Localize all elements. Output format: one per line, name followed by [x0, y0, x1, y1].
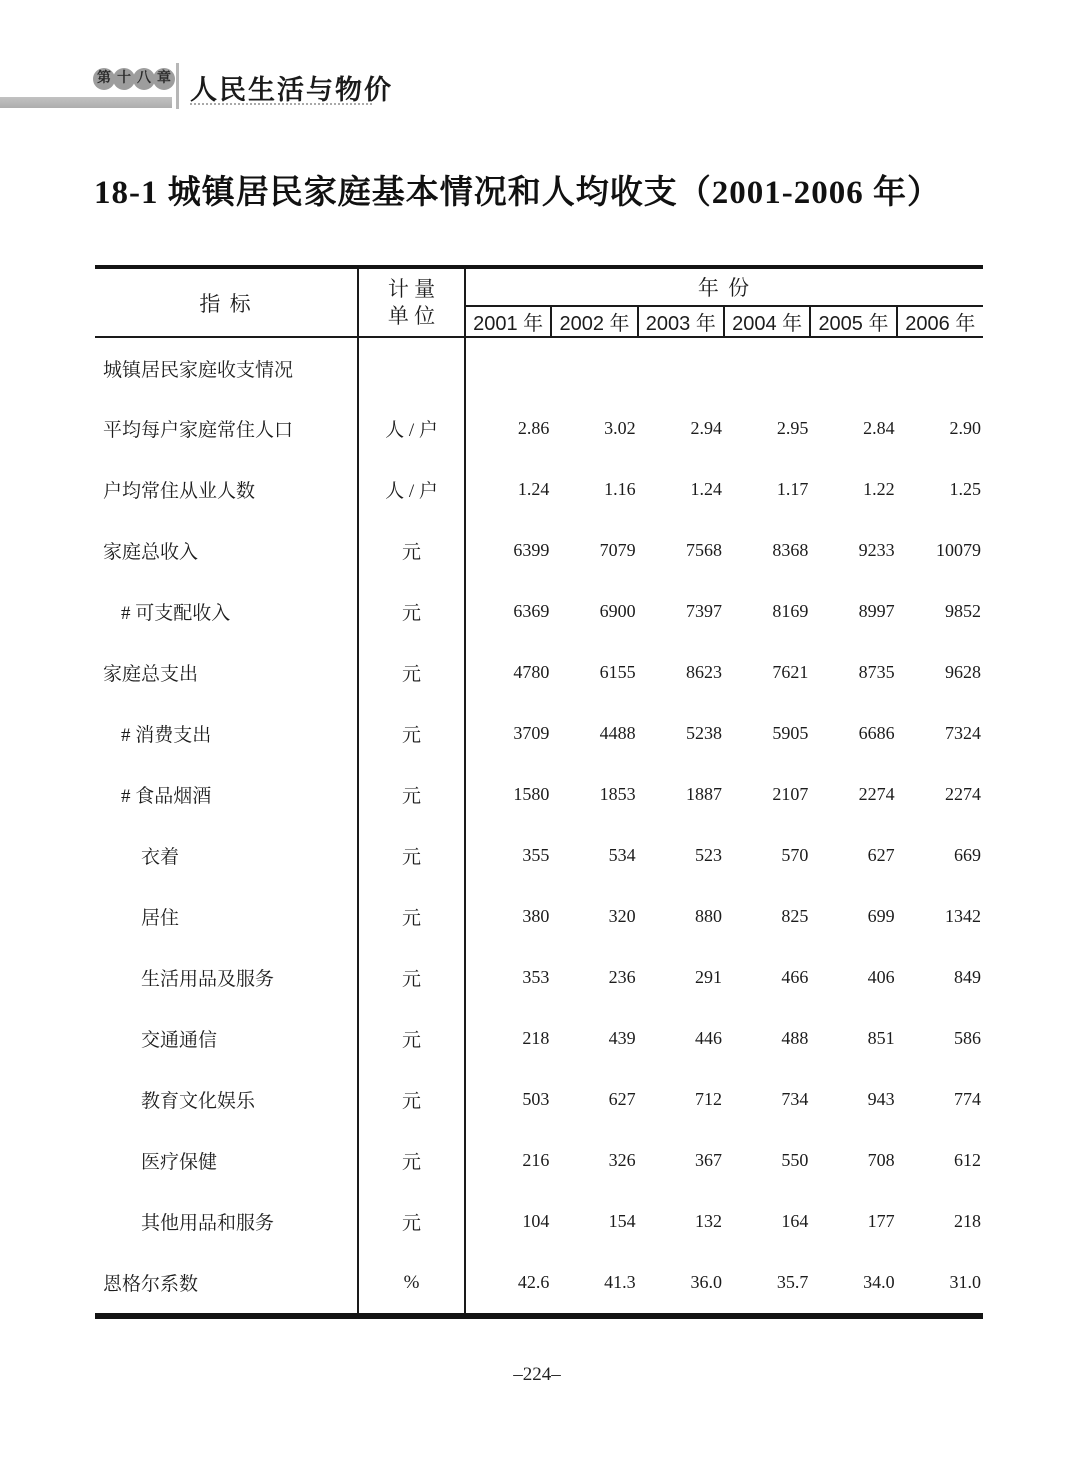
table-row — [95, 1069, 983, 1130]
table-row — [95, 337, 983, 398]
year-group-header: 年 份 — [465, 269, 983, 306]
table-body — [95, 337, 983, 1313]
row-unit: 元 — [358, 642, 465, 703]
row-value: 5905 — [772, 723, 809, 743]
row-value: 880 — [694, 906, 722, 926]
chapter-badge-char: 十 — [113, 68, 135, 90]
row-value: 570 — [781, 845, 809, 865]
row-value: 943 — [867, 1089, 895, 1109]
row-value: 708 — [867, 1150, 895, 1170]
row-value: 488 — [781, 1028, 809, 1048]
row-indicator-label: 家庭总支出 — [103, 664, 199, 685]
year-column-header: 2006 年 — [897, 306, 983, 337]
row-value: 1580 — [513, 784, 550, 804]
row-value: 851 — [867, 1028, 895, 1048]
row-value: 2274 — [858, 784, 895, 804]
year-column-header: 2002 年 — [551, 306, 637, 337]
row-value: 550 — [781, 1150, 809, 1170]
statistics-table-wrap — [95, 265, 983, 1319]
row-indicator-label: # 消费支出 — [121, 725, 212, 746]
table-row — [95, 1008, 983, 1069]
row-value: 326 — [608, 1150, 636, 1170]
row-indicator-label: 平均每户家庭常住人口 — [103, 420, 294, 441]
header-gray-bar — [0, 97, 172, 108]
row-indicator-label: 医疗保健 — [141, 1152, 218, 1173]
table-row — [95, 1191, 983, 1252]
year-column-header: 2001 年 — [465, 306, 551, 337]
row-indicator-label: # 可支配收入 — [121, 603, 231, 624]
row-value: 1.25 — [949, 479, 982, 499]
row-indicator-label: 交通通信 — [141, 1030, 218, 1051]
row-value: 7079 — [599, 540, 636, 560]
row-value: 2107 — [772, 784, 809, 804]
row-value: 31.0 — [949, 1272, 982, 1292]
row-value: 439 — [608, 1028, 636, 1048]
table-title: 18-1 城镇居民家庭基本情况和人均收支（2001-2006 年） — [94, 175, 941, 211]
row-value: 4488 — [599, 723, 636, 743]
row-value: 446 — [694, 1028, 722, 1048]
row-unit: 元 — [358, 1130, 465, 1191]
row-value: 1887 — [685, 784, 722, 804]
row-value: 34.0 — [863, 1272, 895, 1292]
row-value: 1853 — [599, 784, 636, 804]
row-value: 7568 — [685, 540, 722, 560]
row-value: 712 — [694, 1089, 722, 1109]
row-value: 216 — [522, 1150, 550, 1170]
row-value: 7324 — [945, 723, 982, 743]
row-value: 466 — [781, 967, 809, 987]
row-value: 825 — [781, 906, 809, 926]
row-value: 669 — [954, 845, 982, 865]
row-value: 503 — [522, 1089, 550, 1109]
row-indicator-label: 衣着 — [141, 847, 180, 868]
row-unit: % — [358, 1252, 465, 1313]
row-unit: 元 — [358, 825, 465, 886]
row-value: 367 — [694, 1150, 722, 1170]
indicator-column-header: 指 标 — [95, 269, 358, 337]
row-indicator-label: 城镇居民家庭收支情况 — [103, 359, 294, 381]
table-row — [95, 1130, 983, 1191]
row-unit: 元 — [358, 1069, 465, 1130]
row-value: 9628 — [945, 662, 982, 682]
row-value — [551, 337, 637, 398]
chapter-title-underline — [190, 103, 372, 105]
row-value: 6399 — [513, 540, 550, 560]
row-value: 8997 — [858, 601, 895, 621]
row-value: 8169 — [772, 601, 809, 621]
row-value: 5238 — [685, 723, 722, 743]
row-indicator-label: # 食品烟酒 — [121, 786, 212, 807]
row-value: 2.84 — [863, 418, 895, 438]
row-indicator-label: 其他用品和服务 — [141, 1213, 275, 1234]
row-value: 236 — [608, 967, 636, 987]
row-value: 7621 — [772, 662, 809, 682]
row-unit — [358, 337, 465, 398]
table-row — [95, 1252, 983, 1313]
chapter-badge — [93, 68, 173, 90]
table-row — [95, 398, 983, 459]
row-value: 2.86 — [517, 418, 550, 438]
row-value: 41.3 — [604, 1272, 636, 1292]
statistics-table — [95, 269, 983, 1313]
row-value: 9233 — [858, 540, 895, 560]
row-value: 734 — [781, 1089, 809, 1109]
table-row — [95, 520, 983, 581]
row-value: 8735 — [858, 662, 895, 682]
row-value: 523 — [694, 845, 722, 865]
row-indicator-label: 户均常住从业人数 — [103, 481, 256, 502]
row-value: 2.95 — [776, 418, 809, 438]
row-value: 6155 — [599, 662, 636, 682]
table-row — [95, 764, 983, 825]
chapter-title: 人民生活与物价 — [190, 75, 393, 105]
table-row — [95, 642, 983, 703]
year-column-header: 2004 年 — [724, 306, 810, 337]
row-value: 218 — [522, 1028, 550, 1048]
table-row — [95, 703, 983, 764]
row-value — [638, 337, 724, 398]
row-value: 177 — [867, 1211, 895, 1231]
row-value: 2.90 — [949, 418, 982, 438]
row-indicator-label: 教育文化娱乐 — [141, 1091, 256, 1112]
year-column-header: 2003 年 — [638, 306, 724, 337]
row-value: 586 — [954, 1028, 982, 1048]
row-value: 104 — [522, 1211, 550, 1231]
row-value: 1342 — [945, 906, 982, 926]
row-value: 355 — [522, 845, 550, 865]
row-value: 627 — [867, 845, 895, 865]
row-unit: 元 — [358, 703, 465, 764]
table-header — [95, 269, 983, 337]
row-value: 42.6 — [517, 1272, 550, 1292]
row-unit: 元 — [358, 886, 465, 947]
row-value: 699 — [867, 906, 895, 926]
row-value: 2.94 — [690, 418, 722, 438]
row-unit: 元 — [358, 1191, 465, 1252]
row-unit: 元 — [358, 947, 465, 1008]
row-value: 380 — [522, 906, 550, 926]
row-unit: 元 — [358, 581, 465, 642]
chapter-badge-char: 第 — [93, 68, 115, 90]
row-value: 774 — [954, 1089, 982, 1109]
row-value: 627 — [608, 1089, 636, 1109]
row-indicator-label: 生活用品及服务 — [141, 969, 275, 990]
row-value — [465, 337, 551, 398]
row-value — [724, 337, 810, 398]
year-column-header: 2005 年 — [810, 306, 896, 337]
table-row — [95, 581, 983, 642]
chapter-header — [0, 0, 1074, 130]
row-value: 3.02 — [604, 418, 636, 438]
row-unit: 元 — [358, 1008, 465, 1069]
row-unit: 人 / 户 — [358, 459, 465, 520]
row-value: 1.22 — [863, 479, 895, 499]
chapter-badge-char: 八 — [133, 68, 155, 90]
row-value: 164 — [781, 1211, 809, 1231]
row-value: 1.17 — [776, 479, 809, 499]
row-value — [810, 337, 896, 398]
row-value: 6686 — [858, 723, 895, 743]
row-value: 154 — [608, 1211, 636, 1231]
row-indicator-label: 恩格尔系数 — [103, 1274, 199, 1295]
row-value: 6900 — [599, 601, 636, 621]
row-value: 534 — [608, 845, 636, 865]
row-value: 8368 — [772, 540, 809, 560]
row-indicator-label: 居住 — [141, 908, 180, 929]
row-value: 4780 — [513, 662, 550, 682]
unit-header-line2: 单 位 — [387, 303, 436, 328]
row-value: 10079 — [936, 540, 982, 560]
row-value: 291 — [694, 967, 722, 987]
row-indicator-label: 家庭总收入 — [103, 542, 199, 563]
row-value: 218 — [954, 1211, 982, 1231]
row-value: 612 — [954, 1150, 982, 1170]
row-unit: 元 — [358, 520, 465, 581]
row-value: 132 — [694, 1211, 722, 1231]
row-value: 35.7 — [776, 1272, 809, 1292]
unit-header-line1: 计 量 — [387, 276, 436, 301]
row-value: 1.16 — [604, 479, 636, 499]
row-value: 2274 — [945, 784, 982, 804]
row-unit: 元 — [358, 764, 465, 825]
row-value — [897, 337, 983, 398]
page-number: –224– — [513, 1364, 561, 1385]
row-value: 9852 — [945, 601, 982, 621]
row-value: 7397 — [685, 601, 722, 621]
row-value: 406 — [867, 967, 895, 987]
table-row — [95, 947, 983, 1008]
table-row — [95, 459, 983, 520]
chapter-badge-char: 章 — [153, 68, 175, 90]
row-value: 1.24 — [517, 479, 550, 499]
row-value: 320 — [608, 906, 636, 926]
row-value: 1.24 — [690, 479, 722, 499]
row-value: 36.0 — [690, 1272, 722, 1292]
unit-column-header — [358, 269, 465, 337]
table-row — [95, 886, 983, 947]
header-divider — [176, 63, 179, 109]
row-value: 8623 — [685, 662, 722, 682]
row-value: 3709 — [513, 723, 550, 743]
row-value: 849 — [954, 967, 982, 987]
row-value: 353 — [522, 967, 550, 987]
row-unit: 人 / 户 — [358, 398, 465, 459]
table-row — [95, 825, 983, 886]
row-value: 6369 — [513, 601, 550, 621]
